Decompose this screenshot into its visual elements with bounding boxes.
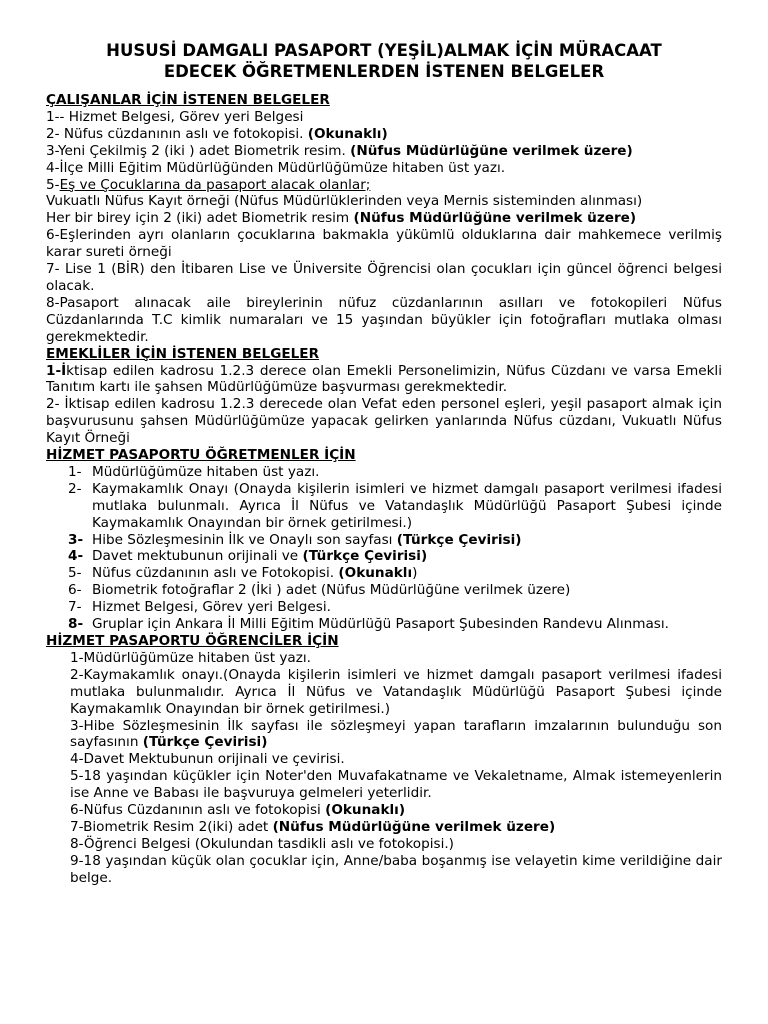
list-item-bold: (Okunaklı (338, 565, 413, 582)
list-item-number: 5- (68, 565, 82, 582)
list-item (46, 548, 722, 565)
ogrenciler-line-1: 1-Müdürlüğümüze hitaben üst yazı. (70, 649, 311, 666)
section-heading-emekliler: EMEKLİLER İÇİN İSTENEN BELGELER (46, 345, 320, 362)
list-item-text: Gruplar için Ankara İl Milli Eğitim Müdürlüğü Pasaport Şubesinden Randevu Alınması. (92, 616, 669, 633)
list-item-text: Müdürlüğümüze hitaben üst yazı. (92, 463, 320, 480)
list-item-number: 2- (68, 480, 82, 497)
section-heading-ogretmenler: HİZMET PASAPORTU ÖĞRETMENLER İÇİN (46, 447, 356, 464)
list-item-text: Kaymakamlık Onayı (Onayda kişilerin isimleri ve hizmet damgalı pasaport verilmesi ifadesi mutlaka bulunmalı. Ayrıca İl Nüfus ve Vatandaşlık Müdürlüğü Pasaport Şubesi içinde Kaymakamlık Onayından bir örnek getirilmesi.) (92, 480, 722, 531)
list-item-bold: (Türkçe Çevirisi) (302, 548, 428, 565)
ogrenciler-line-6-text: 6-Nüfus Cüzdanının aslı ve fotokopisi (70, 802, 326, 819)
ogrenciler-line-8: 8-Öğrenci Belgesi (Okulundan tasdikli aslı ve fotokopisi.) (70, 835, 454, 852)
list-item (46, 565, 722, 582)
ogrenciler-line-6 (46, 802, 722, 819)
list-item (46, 582, 722, 599)
list-item-number: 7- (68, 599, 82, 616)
list-item-text: Hibe Sözleşmesinin İlk ve Onaylı son sayfası (92, 531, 397, 548)
ogrenciler-line-4: 4-Davet Mektubunun orijinali ve çevirisi. (70, 751, 345, 768)
calisanlar-line-5-underlined: Eş ve Çocuklarına da pasaport alacak olanlar; (59, 176, 371, 193)
ogrenciler-line-7-bold: (Nüfus Müdürlüğüne verilmek üzere) (272, 818, 556, 835)
list-item-number: 1- (68, 463, 82, 480)
calisanlar-line-7-text: Her bir birey için 2 (iki) adet Biometrik resim (46, 210, 354, 227)
list-item-number: 6- (68, 582, 82, 599)
ogrenciler-line-6-bold: (Okunaklı) (325, 802, 406, 819)
emekliler-line-1-text: ktisap edilen kadrosu 1.2.3 derece olan Emekli Personelimizin, Nüfus Cüzdanı ve varsa Emekli Tanıtım kartı ile şahsen Müdürlüğümüze başvurması gerekmektedir. (46, 362, 722, 396)
calisanlar-line-2-bold: (Okunaklı) (307, 125, 388, 142)
calisanlar-line-5 (46, 177, 722, 194)
section-heading-calisanlar: ÇALIŞANLAR İÇİN İSTENEN BELGELER (46, 92, 330, 108)
calisanlar-line-3-bold: (Nüfus Müdürlüğüne verilmek üzere) (350, 142, 633, 159)
calisanlar-line-9: 7- Lise 1 (BİR) den İtibaren Lise ve Üniversite Öğrencisi olan çocukları için güncel öğrenci belgesi olacak. (46, 261, 722, 294)
ogrenciler-line-7 (46, 819, 722, 836)
ogrenciler-line-3-text: 3-Hibe Sözleşmesinin İlk sayfası ile sözleşmeyi yapan tarafların imzalarının bulunduğu son sayfasının (70, 717, 722, 751)
ogrenciler-line-5: 5-18 yaşından küçükler için Noter'den Muvafakatname ve Vekaletname, Almak istemeyenlerin ise Anne ve Babası ile başvuruya gelmeleri yeterlidir. (70, 768, 722, 802)
ogrenciler-line-3-bold: (Türkçe Çevirisi) (142, 734, 268, 751)
title-line-2: EDECEK ÖĞRETMENLERDEN İSTENEN BELGELER (163, 62, 605, 81)
list-item (46, 481, 722, 532)
calisanlar-line-1: 1-- Hizmet Belgesi, Görev yeri Belgesi (46, 108, 304, 125)
section-heading-ogrenciler: HİZMET PASAPORTU ÖĞRENCİLER İÇİN (46, 633, 339, 649)
list-item (46, 464, 722, 481)
calisanlar-line-2-text: 2- Nüfus cüzdanının aslı ve fotokopisi. (46, 125, 308, 142)
list-item-number: 8- (68, 616, 84, 633)
list-item-text: Davet mektubunun orijinali ve (92, 548, 303, 565)
list-item-text: Hizmet Belgesi, Görev yeri Belgesi. (92, 599, 331, 616)
list-item-number: 4- (68, 548, 84, 565)
calisanlar-line-5-prefix: 5- (46, 176, 60, 193)
calisanlar-line-8: 6-Eşlerinden ayrı olanların çocuklarına bakmakla yükümlü olduklarına dair mahkemece verilmiş karar sureti örneği (46, 227, 722, 261)
emekliler-line-1-bold: 1-İ (46, 362, 67, 379)
ogretmenler-list (46, 464, 722, 633)
list-item-number: 3- (68, 531, 84, 548)
calisanlar-line-2 (46, 126, 722, 143)
calisanlar-line-7-bold: (Nüfus Müdürlüğüne verilmek üzere) (353, 210, 637, 227)
list-item (46, 616, 722, 633)
ogrenciler-line-2: 2-Kaymakamlık onayı.(Onayda kişilerin isimleri ve hizmet damgalı pasaport verilmesi ifadesi mutlaka bulunmalıdır. Ayrıca İl Nüfus ve Vatandaşlık Müdürlüğü Pasaport Şubesi içinde Kaymakamlık Onayından bir örnek getirilmesi.) (70, 666, 722, 717)
list-item (46, 599, 722, 616)
calisanlar-line-7 (46, 210, 722, 227)
ogrenciler-line-9: 9-18 yaşından küçük olan çocuklar için, Anne/baba boşanmış ise velayetin kime verildiğine dair belge. (70, 852, 722, 886)
list-item-text: Biometrik fotoğraflar 2 (İki ) adet (Nüfus Müdürlüğüne verilmek üzere) (92, 582, 571, 599)
ogrenciler-line-7-text: 7-Biometrik Resim 2(iki) adet (70, 818, 273, 835)
calisanlar-line-3 (46, 143, 722, 160)
ogrenciler-line-3 (46, 718, 722, 752)
list-item-after: ) (412, 565, 418, 582)
calisanlar-line-4: 4-İlçe Milli Eğitim Müdürlüğünden Müdürlüğümüze hitaben üst yazı. (46, 159, 506, 176)
calisanlar-line-10: 8-Pasaport alınacak aile bireylerinin nüfuz cüzdanlarının asılları ve fotokopileri Nüfus Cüzdanlarında T.C kimlik numaraları ve 15 yaşından büyükler için fotoğrafları mutlaka olması gerekmektedir. (46, 294, 722, 345)
emekliler-line-2: 2- İktisap edilen kadrosu 1.2.3 derecede olan Vefat eden personel eşleri, yeşil pasaport almak için başvurusunu şahsen Müdürlüğümüze yapacak gelirken yanlarında Nüfus cüzdanı, Vukuatlı Nüfus Kayıt Örneği (46, 396, 722, 447)
calisanlar-line-6: Vukuatlı Nüfus Kayıt örneği (Nüfus Müdürlüklerinden veya Mernis sisteminden alınması) (46, 193, 643, 210)
list-item (46, 532, 722, 549)
list-item-text: Nüfus cüzdanının aslı ve Fotokopisi. (92, 565, 339, 582)
emekliler-line-1 (46, 363, 722, 397)
title-line-1: HUSUSİ DAMGALI PASAPORT (YEŞİL)ALMAK İÇİN MÜRACAAT (106, 41, 662, 60)
document-title (46, 40, 722, 82)
calisanlar-line-3-text: 3-Yeni Çekilmiş 2 (iki ) adet Biometrik resim. (46, 142, 351, 159)
list-item-bold: (Türkçe Çevirisi) (396, 531, 522, 548)
